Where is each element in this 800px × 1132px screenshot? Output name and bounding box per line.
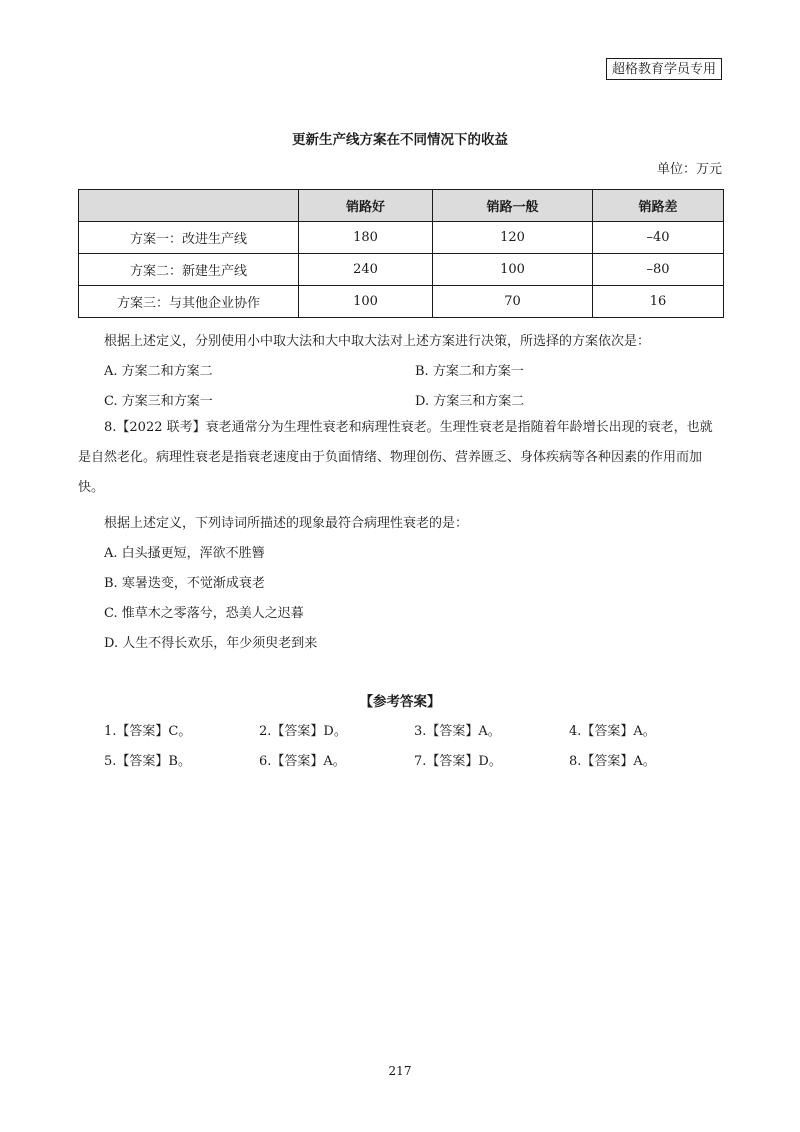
q7-prompt: 根据上述定义，分别使用小中取大法和大中取大法对上述方案进行决策，所选择的方案依次是： [104, 334, 651, 349]
answer-item: 8.【答案】A。 [569, 754, 656, 769]
answer-item: 2.【答案】D。 [259, 724, 347, 739]
table-title: 更新生产线方案在不同情况下的收益 [292, 132, 508, 148]
table-cell: 16 [593, 286, 724, 318]
q8-option-a: A. 白头搔更短，浑欲不胜簪 [104, 546, 265, 561]
answer-item: 4.【答案】A。 [569, 724, 656, 739]
q7-option-a: A. 方案二和方案二 [104, 364, 213, 379]
q8-prompt: 根据上述定义，下列诗词所描述的现象最符合病理性衰老的是： [104, 516, 469, 531]
table-header-cell: 销路好 [299, 190, 433, 222]
table-cell: 120 [433, 222, 593, 254]
table-cell: 180 [299, 222, 433, 254]
table-cell: 240 [299, 254, 433, 286]
table-cell: –40 [593, 222, 724, 254]
table-row [79, 222, 724, 254]
profit-table [78, 189, 724, 318]
table-header-row [79, 190, 724, 222]
q7-option-b: B. 方案二和方案一 [415, 364, 524, 379]
page-number: 217 [388, 1064, 412, 1078]
table-cell: 70 [433, 286, 593, 318]
table-header-cell: 销路差 [593, 190, 724, 222]
table-unit: 单位：万元 [656, 162, 722, 177]
answers-title: 【参考答案】 [359, 694, 441, 710]
table-cell: 100 [299, 286, 433, 318]
q8-option-c: C. 惟草木之零落兮，恐美人之迟暮 [104, 606, 304, 621]
table-row [79, 286, 724, 318]
answer-item: 7.【答案】D。 [414, 754, 502, 769]
row-label: 方案三：与其他企业协作 [79, 286, 299, 318]
answer-item: 3.【答案】A。 [414, 724, 501, 739]
header-badge: 超格教育学员专用 [606, 58, 722, 80]
q8-option-b: B. 寒暑迭变，不觉渐成衰老 [104, 576, 265, 591]
answer-item: 1.【答案】C。 [104, 724, 192, 739]
answer-item: 6.【答案】A。 [259, 754, 346, 769]
table-cell: –80 [593, 254, 724, 286]
q8-stem: 8.【2022 联考】衰老通常分为生理性衰老和病理性衰老。生理性衰老是指随着年龄增长出现的衰老，也就是自然老化。病理性衰老是指衰老速度由于负面情绪、物理创伤、营养匮乏、身体疾病等各种因素的作用而加快。 [78, 420, 713, 495]
table-cell: 100 [433, 254, 593, 286]
q7-option-c: C. 方案三和方案一 [104, 394, 213, 409]
answer-item: 5.【答案】B。 [104, 754, 191, 769]
q7-option-d: D. 方案三和方案二 [415, 394, 525, 409]
table-header-corner [79, 190, 299, 222]
table-row [79, 254, 724, 286]
row-label: 方案一：改进生产线 [79, 222, 299, 254]
table-header-cell: 销路一般 [433, 190, 593, 222]
row-label: 方案二：新建生产线 [79, 254, 299, 286]
q8-option-d: D. 人生不得长欢乐，年少须臾老到来 [104, 636, 318, 651]
